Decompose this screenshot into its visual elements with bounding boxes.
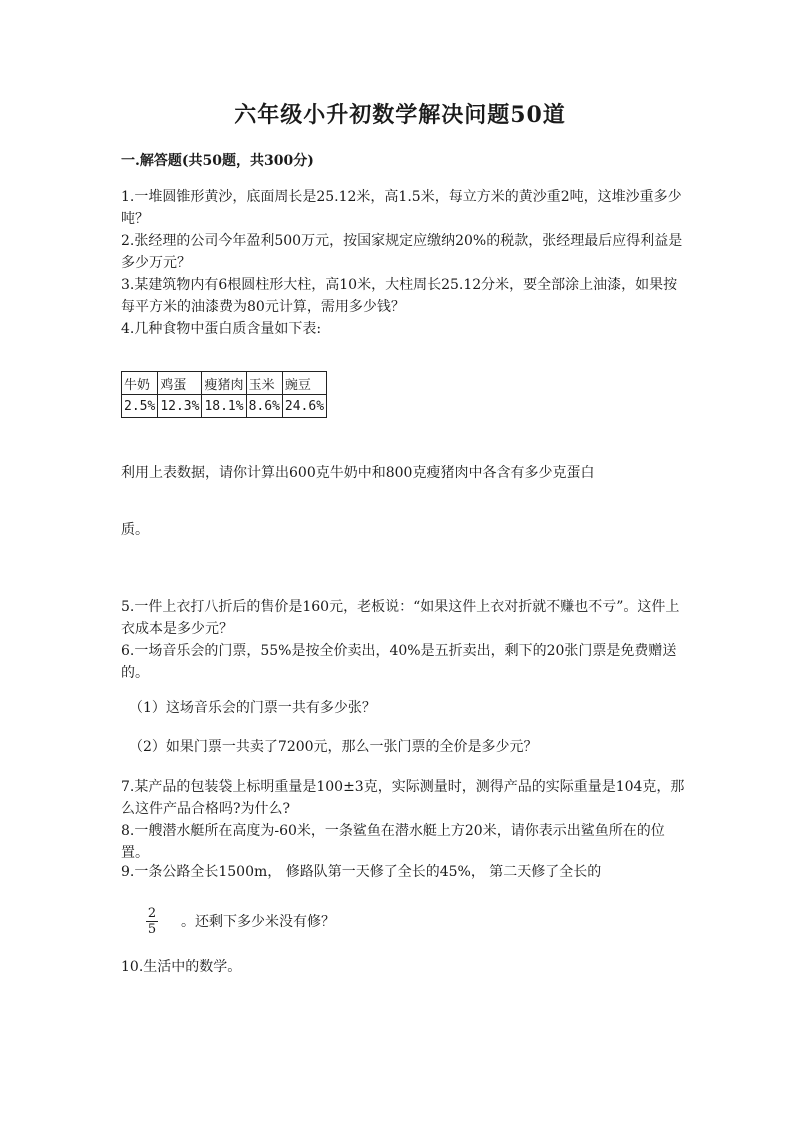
table-header-cell: 瘦猪肉 <box>202 372 246 395</box>
question-6-sub-2: （2）如果门票一共卖了7200元，那么一张门票的全价是多少元？ <box>129 739 538 755</box>
question-8: 8.一艘潜水艇所在高度为-60米，一条鲨鱼在潜水艇上方20米，请你表示出鲨鱼所在的位置。 <box>121 823 665 861</box>
fraction-numerator: 2 <box>147 906 157 921</box>
table-header-cell: 牛奶 <box>122 372 158 395</box>
table-cell: 12.3% <box>158 395 202 418</box>
table-cell: 24.6% <box>282 395 326 418</box>
question-6-sub-1: （1）这场音乐会的门票一共有多少张？ <box>129 700 376 716</box>
question-10: 10.生活中的数学。 <box>121 959 242 975</box>
question-5: 5.一件上衣打八折后的售价是160元，老板说：“如果这件上衣对折就不赚也不亏”。这件上衣成本是多少元？ <box>121 599 680 637</box>
question-6: 6.一场音乐会的门票，55%是按全价卖出，40%是五折卖出，剩下的20张门票是免费赠送的。 <box>121 643 677 681</box>
page-title: 六年级小升初数学解决问题50道 <box>234 102 566 128</box>
table-header-cell: 玉米 <box>246 372 282 395</box>
table-header-cell: 豌豆 <box>282 372 326 395</box>
fraction <box>145 906 159 937</box>
question-7: 7.某产品的包装袋上标明重量是100±3克，实际测量时，测得产品的实际重量是104克，那么这件产品合格吗?为什么? <box>121 779 685 817</box>
question-4-text-end: 质。 <box>121 522 149 538</box>
table-header-row <box>122 372 327 395</box>
question-4: 4.几种食物中蛋白质含量如下表: <box>121 321 322 337</box>
question-9-continuation: 。还剩下多少米没有修？ <box>181 914 335 930</box>
question-3: 3.某建筑物内有6根圆柱形大柱，高10米，大柱周长25.12分米，要全部涂上油漆，如果按每平方米的油漆费为80元计算，需用多少钱？ <box>121 277 678 315</box>
question-1: 1.一堆圆锥形黄沙，底面周长是25.12米，高1.5米，每立方米的黄沙重2吨，这堆沙重多少吨？ <box>121 189 682 227</box>
section-heading: 一.解答题(共50题，共300分) <box>121 153 314 169</box>
protein-table <box>121 371 327 418</box>
table-row <box>122 395 327 418</box>
table-cell: 18.1% <box>202 395 246 418</box>
table-header-cell: 鸡蛋 <box>158 372 202 395</box>
question-9: 9.一条公路全长1500m， 修路队第一天修了全长的45%， 第二天修了全长的 <box>121 864 602 880</box>
fraction-denominator: 5 <box>147 922 157 937</box>
question-2: 2.张经理的公司今年盈利500万元，按国家规定应缴纳20%的税款，张经理最后应得利益是多少万元？ <box>121 233 683 271</box>
question-4-text: 利用上表数据，请你计算出600克牛奶中和800克瘦猪肉中各含有多少克蛋白 <box>121 465 595 481</box>
table-cell: 2.5% <box>122 395 158 418</box>
table-cell: 8.6% <box>246 395 282 418</box>
